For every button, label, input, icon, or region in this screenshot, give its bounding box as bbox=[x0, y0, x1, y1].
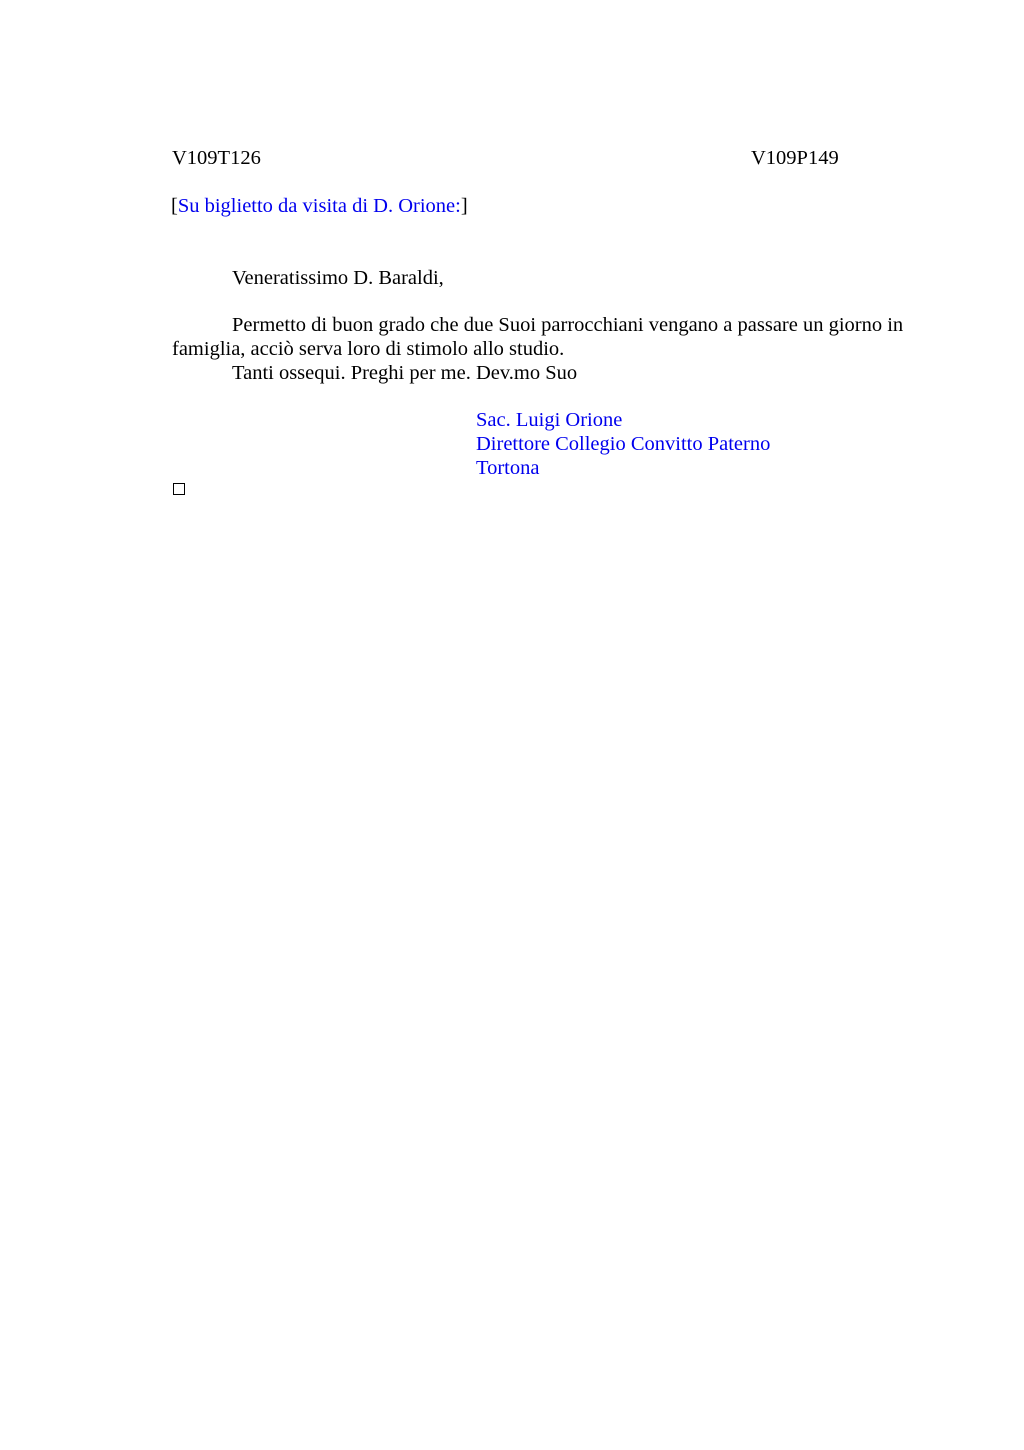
note-open-bracket: [ bbox=[171, 195, 178, 217]
note-close-bracket: ] bbox=[460, 195, 468, 217]
signature-name: Sac. Luigi Orione bbox=[476, 409, 623, 431]
signature-title: Direttore Collegio Convitto Paterno bbox=[476, 433, 771, 455]
editorial-note bbox=[171, 194, 468, 218]
note-text: Su biglietto da visita di D. Orione: bbox=[177, 195, 461, 217]
letter-paragraph-1: Permetto di buon grado che due Suoi parrocchiani vengano a passare un giorno in famiglia, acciò serva loro di stimolo allo studio. bbox=[172, 314, 904, 360]
letter-paragraph-2: Tanti ossequi. Preghi per me. Dev.mo Suo bbox=[232, 362, 578, 384]
signature-place: Tortona bbox=[476, 457, 540, 479]
left-page-code: V109T126 bbox=[172, 147, 261, 169]
right-page-code: V109P149 bbox=[751, 147, 839, 169]
letter-salutation: Veneratissimo D. Baraldi, bbox=[232, 267, 444, 289]
end-of-text-square-icon bbox=[173, 483, 185, 495]
